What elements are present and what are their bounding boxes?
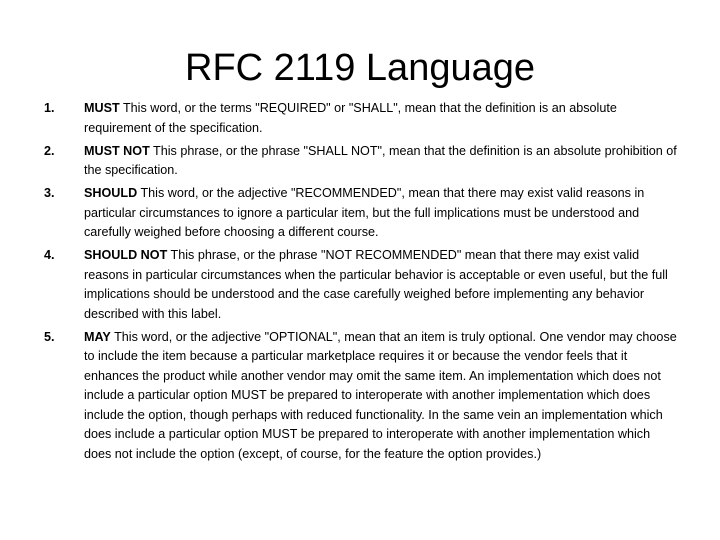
list-item-term: MAY <box>84 329 111 344</box>
list-item-must <box>44 99 680 138</box>
list-item-text: This phrase, or the phrase "NOT RECOMMENDED" mean that there may exist valid reasons in particular circumstances when the particular behavior is acceptable or even useful, but the full implications should be understood and the case carefully weighed before implementing any behavior described with this label. <box>84 248 668 321</box>
list-item-term: MUST NOT <box>84 143 150 158</box>
list-item-must-not <box>44 142 680 181</box>
list-item-number: 4. <box>44 248 55 262</box>
list-item-term: SHOULD <box>84 186 138 200</box>
list-item-term: SHOULD NOT <box>84 248 168 262</box>
list-item-may <box>44 328 680 465</box>
list-item-should-not <box>44 246 680 324</box>
slide-title: RFC 2119 Language <box>185 47 535 89</box>
list-item-number: 5. <box>44 329 55 344</box>
list-item-text: This phrase, or the phrase "SHALL NOT", mean that the definition is an absolute prohibition of the specification. <box>84 143 677 177</box>
definition-list <box>44 99 680 468</box>
list-item-text: This word, or the terms "REQUIRED" or "SHALL", mean that the definition is an absolute requirement of the specification. <box>84 101 617 135</box>
list-item-should <box>44 184 680 243</box>
list-item-number: 2. <box>44 143 55 158</box>
list-item-number: 1. <box>44 101 55 115</box>
list-item-text: This word, or the adjective "RECOMMENDED", mean that there may exist valid reasons in particular circumstances to ignore a particular item, but the full implications must be understood and carefully weighed before choosing a different course. <box>84 186 645 239</box>
list-item-term: MUST <box>84 101 120 115</box>
list-item-number: 3. <box>44 186 55 200</box>
list-item-text: This word, or the adjective "OPTIONAL", mean that an item is truly optional. One vendor may choose to include the item because a particular marketplace requires it or because the vendor feels that it enhances the product while another vendor may omit the same item. An implementation which does not include a particular option MUST be prepared to interoperate with another implementation which does include the option, though perhaps with reduced functionality. In the same vein an implementation which does include a particular option MUST be prepared to interoperate with another implementation which does not include the option (except, of course, for the feature the option provides.) <box>84 329 677 461</box>
